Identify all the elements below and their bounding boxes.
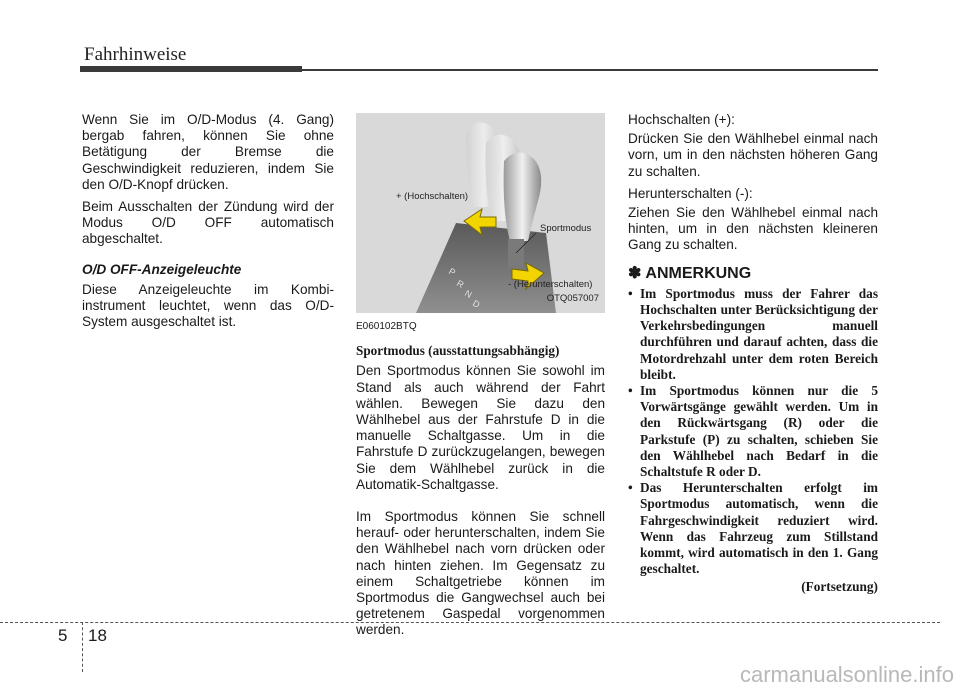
column-middle [356, 113, 605, 645]
gate-letter-n: N [463, 288, 474, 300]
downshift-heading: Herunterschalten (-): [628, 185, 753, 201]
paragraph-od-downhill: Wenn Sie im O/D-Modus (4. Gang) bergab fahren, können Sie ohne Betätigung der Bremse die Geschwindigkeit reduzieren, indem Sie den O/D-Knopf drücken. [82, 112, 334, 192]
subheading-od-off-indicator: O/D OFF-Anzeigeleuchte [82, 261, 242, 277]
label-upshift: + (Hochschalten) [396, 191, 469, 202]
note-heading [628, 266, 878, 282]
chapter-number: 5 [58, 626, 68, 645]
note-list [628, 286, 878, 578]
page-header-title: Fahrhinweise [84, 44, 187, 65]
header-rule-thin [302, 69, 878, 71]
paragraph-sport-select: Den Sportmodus können Sie sowohl im Stand als auch während der Fahrt wählen. Bewegen Sie dazu den Wählhebel aus der Fahrstufe D in die manuelle Schaltgasse. Um in die Fahrstufe D zurückzugelangen, bewegen Sie dem Wählhebel zurück in die Automatik-Schaltgasse. [356, 363, 605, 492]
label-downshift: - (Herunterschalten) [508, 279, 593, 290]
header-rule-thick [80, 66, 302, 72]
note-item: • Im Sportmodus muss der Fahrer das Hochschalten unter Berücksichtigung der Verkehrsbedingungen manuell durchführen und darauf achten, dass die Motordrehzahl unter dem roten Bereich bleibt. [628, 285, 878, 382]
column-left [82, 112, 334, 336]
note-title: ANMERKUNG [645, 264, 752, 282]
upshift-text: Drücken Sie den Wählhebel einmal nach vorn, um in den nächsten höheren Gang zu schalten. [628, 131, 878, 179]
footer-dashed-divider [82, 622, 83, 672]
column-right [628, 112, 878, 596]
paragraph-od-off-ignition: Beim Ausschalten der Zündung wird der Modus O/D OFF automatisch abgeschaltet. [82, 199, 334, 247]
gate-letter-p: P [447, 266, 458, 278]
downshift-text: Ziehen Sie den Wählhebel einmal nach hinten, um in den nächsten kleineren Gang zu schalten. [628, 205, 878, 253]
upshift-heading: Hochschalten (+): [628, 112, 735, 127]
note-star-icon: ✽ [628, 264, 642, 282]
section-title-sport-mode: Sportmodus (ausstattungsabhängig) [356, 343, 560, 359]
watermark-text: carmanualsonline.info [739, 662, 954, 687]
section-id-code: E060102BTQ [356, 321, 417, 332]
note-item: • Das Herunterschalten erfolgt im Sportmodus automatisch, wenn die Fahrgeschwindigkeit reduziert wird. Wenn das Fahrzeug zum Stillstand kommt, wird automatisch in den 1. Gang geschaltet. [628, 480, 878, 577]
gate-letter-d: D [471, 298, 482, 310]
figure-code: OTQ057007 [546, 292, 599, 304]
page-number: 18 [88, 626, 107, 645]
continued-label: (Fortsetzung) [801, 579, 878, 595]
paragraph-od-off-indicator: Diese Anzeigeleuchte im Kombi-instrument leuchtet, wenn das O/D-System ausgeschaltet ist. [82, 281, 334, 330]
note-item: • Im Sportmodus können nur die 5 Vorwärtsgänge gewählt werden. Um in den Rückwärtsgang (R) oder die Parkstufe (P) zu schalten, schieben Sie den Wählhebel nach Bedarf in die Schaltstufe R oder D. [628, 383, 878, 480]
paragraph-sport-shifting: Im Sportmodus können Sie schnell herauf- oder herunterschalten, indem Sie den Wählhebel nach vorn drücken oder nach hinten ziehen. Im Gegensatz zu einem Schaltgetriebe können im Sportmodus die Gangwechsel auch bei getretenem Gaspedal vorgenommen werden. [356, 509, 605, 638]
gear-shift-figure [356, 113, 605, 313]
label-sport-mode: Sportmodus [540, 223, 592, 234]
footer-dashed-rule [0, 622, 940, 623]
gate-letter-r: R [455, 278, 466, 290]
